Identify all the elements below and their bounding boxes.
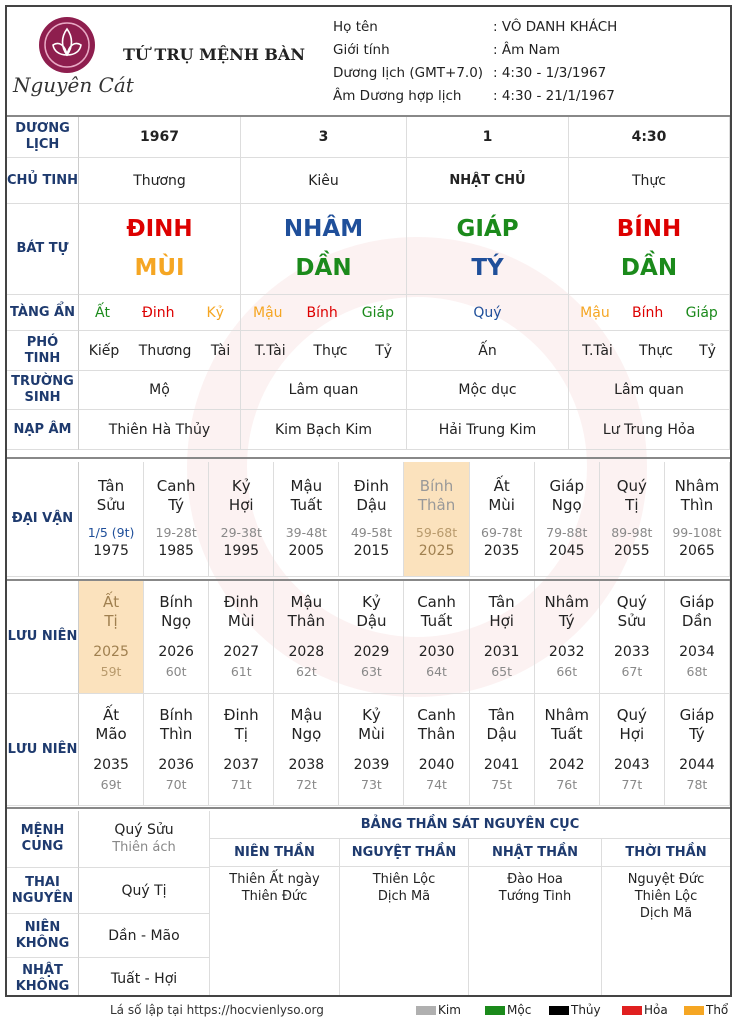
chu-tinh-cell: Thương <box>79 158 241 204</box>
year: 2036 <box>158 756 194 773</box>
info-value: : 4:30 - 21/1/1967 <box>493 88 615 104</box>
hidden-stem: Quý <box>473 304 502 321</box>
year: 2042 <box>548 756 585 773</box>
stem: Mậu <box>290 477 323 495</box>
than-sat-col <box>210 867 340 997</box>
hidden-stem: Mậu <box>253 304 283 321</box>
branch: Ngọ <box>291 724 322 743</box>
than-sat-col <box>602 867 730 997</box>
stem: Ất <box>102 593 120 611</box>
info-row <box>333 16 617 39</box>
age: 69t <box>100 776 122 792</box>
luu-nien-table <box>7 581 730 806</box>
year: 2025 <box>418 543 455 559</box>
age: 68t <box>686 664 708 679</box>
year: 2029 <box>353 644 390 660</box>
row-label-nap-am: NẠP ÂM <box>7 410 79 450</box>
chu-tinh-cell: Kiêu <box>241 158 407 204</box>
year: 2027 <box>223 644 260 660</box>
menh-cung-text: Quý Sửu <box>114 822 174 838</box>
branch: Tý <box>689 724 705 743</box>
page-title: TỨ TRỤ MỆNH BÀN <box>123 45 305 64</box>
stem: Giáp <box>549 477 584 495</box>
nap-am-cell: Lư Trung Hỏa <box>569 410 730 450</box>
age: 76t <box>556 776 578 792</box>
dai-van-item <box>274 462 339 577</box>
row-label-tang-an: TÀNG ẨN <box>7 295 79 331</box>
than-sat-item: Thiên Lộc <box>372 872 436 887</box>
year: 2015 <box>353 543 390 559</box>
year: 2005 <box>288 543 325 559</box>
info-key: Âm Dương hợp lịch <box>333 88 462 104</box>
stem: Mậu <box>290 705 323 724</box>
pillar-hour: 4:30 <box>569 117 730 158</box>
bottom-section <box>7 811 730 997</box>
sub-star: Thương <box>138 342 192 359</box>
menh-cung-value <box>79 811 210 868</box>
luu-nien-item <box>209 694 274 806</box>
col-header: NGUYỆT THẦN <box>340 839 469 867</box>
year: 2026 <box>158 644 194 660</box>
year: 2034 <box>679 644 715 660</box>
hidden-stem: Đinh <box>142 304 175 321</box>
truong-sinh-cell: Lâm quan <box>569 371 730 410</box>
sub-star: Kiếp <box>88 342 120 359</box>
branch: Mùi <box>488 496 515 514</box>
stem: Tân <box>488 705 515 724</box>
age: 78t <box>686 776 708 792</box>
sub-star: Tỷ <box>699 342 716 359</box>
luu-nien-item <box>665 581 730 694</box>
bat-tu-cell <box>79 204 241 295</box>
stem: Nhâm <box>674 477 720 495</box>
can-year: ĐINH <box>126 216 193 242</box>
branch: Ngọ <box>161 612 192 630</box>
stem: Nhâm <box>544 705 589 724</box>
pillar-day: 1 <box>407 117 569 158</box>
chi-day: TÝ <box>471 255 504 281</box>
swatch-kim-icon <box>416 1006 436 1015</box>
stem: Đinh <box>354 477 389 495</box>
year: 2040 <box>418 756 455 773</box>
age-range: 49-58t <box>350 525 393 540</box>
chu-tinh-cell: Thực <box>569 158 730 204</box>
than-sat-item: Nguyệt Đức <box>627 872 705 887</box>
legend-moc <box>485 1003 531 1017</box>
luu-nien-item <box>404 581 469 694</box>
dai-van-item <box>600 462 665 577</box>
chart-frame <box>5 5 732 997</box>
year: 2043 <box>614 756 650 773</box>
age: 65t <box>491 664 513 679</box>
legend-tho <box>684 1003 728 1017</box>
truong-sinh-cell: Mộ <box>79 371 241 410</box>
year: 2055 <box>614 543 650 559</box>
age: 64t <box>426 664 447 679</box>
branch: Sửu <box>96 496 126 514</box>
branch: Tị <box>234 724 248 743</box>
age: 72t <box>295 776 317 792</box>
info-row <box>333 62 617 85</box>
year: 2045 <box>548 543 585 559</box>
year: 2037 <box>223 756 260 773</box>
age: 62t <box>295 664 317 679</box>
stem: Tân <box>97 477 125 495</box>
luu-nien-label: LƯU NIÊN <box>7 581 79 694</box>
legend-kim <box>416 1003 461 1017</box>
luu-nien-item <box>144 581 209 694</box>
branch: Thân <box>417 496 456 514</box>
age-range: 39-48t <box>285 525 327 540</box>
branch: Thân <box>417 724 456 743</box>
stem: Ất <box>493 477 510 495</box>
tang-an-cell <box>407 295 569 331</box>
info-row <box>333 85 617 108</box>
legend-label: Hỏa <box>644 1003 668 1017</box>
thai-nguyen-value: Quý Tị <box>79 868 210 914</box>
year: 2065 <box>679 543 715 559</box>
stem: Kỷ <box>362 705 381 724</box>
truong-sinh-cell: Mộc dục <box>407 371 569 410</box>
luu-nien-label: LƯU NIÊN <box>7 694 79 806</box>
branch: Thìn <box>159 724 193 743</box>
than-sat-table <box>210 811 730 997</box>
dai-van-item <box>665 462 730 577</box>
year: 2025 <box>93 644 129 660</box>
swatch-tho-icon <box>684 1006 704 1015</box>
branch: Hợi <box>228 496 254 514</box>
bat-tu-cell <box>407 204 569 295</box>
swatch-thuy-icon <box>549 1006 569 1015</box>
sub-star: Tài <box>210 342 231 359</box>
nien-khong-value: Dần - Mão <box>79 914 210 958</box>
thai-nguyen-label: THAI NGUYÊN <box>7 868 79 914</box>
branch: Mùi <box>227 612 255 630</box>
sub-star: Tỷ <box>375 342 393 359</box>
swatch-moc-icon <box>485 1006 505 1015</box>
sub-star: T.Tài <box>254 342 286 359</box>
info-row <box>333 39 617 62</box>
stem: Đinh <box>223 593 259 611</box>
year: 1975 <box>93 543 129 559</box>
stem: Kỷ <box>362 593 381 611</box>
brand-name: Nguyên Cát <box>13 73 134 97</box>
year: 2035 <box>93 756 129 773</box>
than-sat-header <box>210 839 730 867</box>
stem: Giáp <box>679 705 715 724</box>
branch: Sửu <box>617 612 647 630</box>
truong-sinh-cell: Lâm quan <box>241 371 407 410</box>
col-header: THỜI THẦN <box>602 839 730 867</box>
luu-nien-item <box>470 694 535 806</box>
tang-an-cell <box>569 295 730 331</box>
age-range: 59-68t <box>415 525 458 540</box>
pho-tinh-cell <box>241 331 407 371</box>
age-range: 19-28t <box>155 525 197 540</box>
legend-hoa <box>622 1003 668 1017</box>
pillar-month: 3 <box>241 117 407 158</box>
age: 61t <box>230 664 252 679</box>
year: 2039 <box>353 756 390 773</box>
luu-nien-item <box>600 694 665 806</box>
dai-van-item <box>209 462 274 577</box>
hidden-stem: Kỷ <box>206 304 224 321</box>
luu-nien-item <box>274 581 339 694</box>
sub-star: T.Tài <box>582 342 613 359</box>
chi-hour: DẦN <box>620 255 678 281</box>
row-label-pho-tinh: PHÓ TINH <box>7 331 79 371</box>
stem: Bính <box>419 477 454 495</box>
age: 66t <box>556 664 578 679</box>
branch: Tuất <box>290 496 323 514</box>
year: 1985 <box>158 543 194 559</box>
year: 2041 <box>483 756 520 773</box>
nien-khong-label: NIÊN KHÔNG <box>7 914 79 958</box>
stem: Kỷ <box>231 477 251 495</box>
year: 2031 <box>483 644 520 660</box>
dai-van-table <box>7 462 730 577</box>
age-range: 69-78t <box>481 525 523 540</box>
branch: Tuất <box>420 612 453 630</box>
info-value: : Âm Nam <box>493 42 561 58</box>
info-value: : VÔ DANH KHÁCH <box>493 19 618 35</box>
divider <box>7 457 730 459</box>
sub-star: Thực <box>638 342 673 359</box>
lotus-logo-icon <box>37 15 97 75</box>
stem: Quý <box>616 705 647 724</box>
branch: Ngọ <box>551 496 582 514</box>
year: 2044 <box>679 756 715 773</box>
luu-nien-item <box>339 581 404 694</box>
legend-thuy <box>549 1003 601 1017</box>
can-month: NHÂM <box>283 216 364 242</box>
hidden-stem: Bính <box>632 304 664 321</box>
branch: Dậu <box>356 496 387 514</box>
header <box>7 7 730 115</box>
nhat-khong-label: NHẬT KHÔNG <box>7 958 79 997</box>
dai-van-item <box>339 462 404 577</box>
branch: Tý <box>168 496 184 514</box>
bat-tu-cell <box>241 204 407 295</box>
hidden-stem: Mậu <box>580 304 610 321</box>
chi-year: MÙI <box>134 255 185 281</box>
age: 71t <box>230 776 252 792</box>
footer-source: Lá số lập tại https://hocvienlyso.org <box>110 1003 324 1017</box>
row-label-bat-tu: BÁT TỰ <box>7 204 79 295</box>
age-range: 99-108t <box>672 525 722 540</box>
legend-label: Thổ <box>706 1003 729 1017</box>
chu-tinh-cell: NHẬT CHỦ <box>407 158 569 204</box>
age: 59t <box>100 664 122 679</box>
pillar-year: 1967 <box>79 117 241 158</box>
luu-nien-item <box>339 694 404 806</box>
pho-tinh-cell <box>79 331 241 371</box>
than-sat-item: Thiên Lộc <box>634 889 698 904</box>
year: 1995 <box>223 543 260 559</box>
hidden-stem: Giáp <box>685 304 718 321</box>
row-label-duong-lich: DƯƠNG LỊCH <box>7 117 79 158</box>
branch: Dậu <box>486 724 517 743</box>
bat-tu-cell <box>569 204 730 295</box>
luu-nien-item <box>600 581 665 694</box>
age: 63t <box>361 664 382 679</box>
nap-am-cell: Thiên Hà Thủy <box>79 410 241 450</box>
age-range: 89-98t <box>611 525 653 540</box>
year: 2035 <box>483 543 520 559</box>
dai-van-item <box>470 462 535 577</box>
branch: Dậu <box>356 612 387 630</box>
stem: Bính <box>159 593 193 611</box>
pho-tinh-cell <box>569 331 730 371</box>
branch: Hợi <box>489 612 514 630</box>
stem: Canh <box>417 593 456 611</box>
age-range: 1/5 (9t) <box>87 525 135 540</box>
stem: Nhâm <box>544 593 589 611</box>
dai-van-item <box>535 462 600 577</box>
branch: Tị <box>625 496 639 514</box>
age: 75t <box>491 776 513 792</box>
year: 2028 <box>288 644 325 660</box>
branch: Thìn <box>680 496 714 514</box>
stem: Quý <box>616 477 647 495</box>
year: 2038 <box>288 756 325 773</box>
than-sat-col <box>469 867 602 997</box>
stem: Ất <box>102 705 120 724</box>
luu-nien-item <box>535 581 600 694</box>
tang-an-cell <box>241 295 407 331</box>
stem: Canh <box>417 705 456 724</box>
luu-nien-item <box>404 694 469 806</box>
info-key: Dương lịch (GMT+7.0) <box>333 65 484 81</box>
nap-am-cell: Hải Trung Kim <box>407 410 569 450</box>
stem: Bính <box>159 705 193 724</box>
nhat-khong-value: Tuất - Hợi <box>79 958 210 997</box>
branch: Hợi <box>619 724 645 743</box>
luu-nien-item <box>79 694 144 806</box>
year: 2033 <box>614 644 650 660</box>
sub-star: Thực <box>313 342 348 359</box>
luu-nien-item <box>535 694 600 806</box>
dai-van-item <box>144 462 209 577</box>
hidden-stem: Bính <box>306 304 338 321</box>
legend-label: Mộc <box>507 1003 532 1017</box>
age: 74t <box>426 776 447 792</box>
age-range: 79-88t <box>546 525 588 540</box>
nap-am-cell: Kim Bạch Kim <box>241 410 407 450</box>
stem: Quý <box>616 593 647 611</box>
info-value: : 4:30 - 1/3/1967 <box>493 65 607 81</box>
branch: Dần <box>681 612 713 630</box>
year: 2032 <box>548 644 585 660</box>
than-sat-item: Thiên Ất ngày <box>229 872 320 887</box>
than-sat-item: Thiên Đức <box>241 889 308 904</box>
hidden-stem: Giáp <box>361 304 394 321</box>
than-sat-item: Dịch Mã <box>639 906 693 921</box>
age: 60t <box>165 664 187 679</box>
row-label-truong-sinh: TRƯỜNG SINH <box>7 371 79 410</box>
than-sat-col <box>340 867 469 997</box>
legend-label: Kim <box>438 1003 461 1017</box>
year: 2030 <box>418 644 455 660</box>
swatch-hoa-icon <box>622 1006 642 1015</box>
info-key: Họ tên <box>333 19 378 35</box>
branch: Tý <box>558 612 575 630</box>
branch: Tuất <box>551 724 583 743</box>
hidden-stem: Ất <box>94 304 111 321</box>
menh-cung-label: MỆNH CUNG <box>7 811 79 868</box>
than-sat-body <box>210 867 730 997</box>
luu-nien-item <box>209 581 274 694</box>
tang-an-cell <box>79 295 241 331</box>
menh-cung-sub: Thiên ách <box>112 840 176 855</box>
luu-nien-item-current <box>79 581 144 694</box>
branch: Mùi <box>358 724 385 743</box>
than-sat-item: Đào Hoa <box>507 872 563 887</box>
can-hour: BÍNH <box>616 216 682 242</box>
age-range: 29-38t <box>220 525 262 540</box>
pho-tinh-cell: Ấn <box>407 331 569 371</box>
age: 73t <box>361 776 382 792</box>
luu-nien-item <box>665 694 730 806</box>
than-sat-item: Tướng Tinh <box>498 889 572 904</box>
dai-van-label: ĐẠI VẬN <box>7 462 79 577</box>
stem: Canh <box>156 477 196 495</box>
stem: Giáp <box>679 593 715 611</box>
personal-info <box>333 16 617 108</box>
luu-nien-item <box>274 694 339 806</box>
branch: Tị <box>104 612 118 630</box>
luu-nien-item <box>470 581 535 694</box>
branch: Thân <box>287 612 326 630</box>
stem: Tân <box>488 593 515 611</box>
stem: Đinh <box>223 705 259 724</box>
luu-nien-item <box>144 694 209 806</box>
dai-van-item <box>79 462 144 577</box>
than-sat-item: Dịch Mã <box>377 889 431 904</box>
age: 67t <box>621 664 643 679</box>
branch: Mão <box>95 724 127 743</box>
age: 77t <box>621 776 643 792</box>
col-header: NIÊN THẦN <box>210 839 340 867</box>
can-day: GIÁP <box>456 216 519 242</box>
stem: Mậu <box>290 593 323 611</box>
chi-month: DẦN <box>295 255 352 281</box>
info-key: Giới tính <box>333 42 390 58</box>
divider <box>7 807 730 809</box>
legend-label: Thủy <box>571 1003 601 1017</box>
than-sat-title: BẢNG THẦN SÁT NGUYÊN CỤC <box>210 811 730 839</box>
age: 70t <box>165 776 187 792</box>
row-label-chu-tinh: CHỦ TINH <box>7 158 79 204</box>
col-header: NHẬT THẦN <box>469 839 602 867</box>
pillars-table <box>7 117 730 450</box>
dai-van-item-current <box>404 462 469 577</box>
